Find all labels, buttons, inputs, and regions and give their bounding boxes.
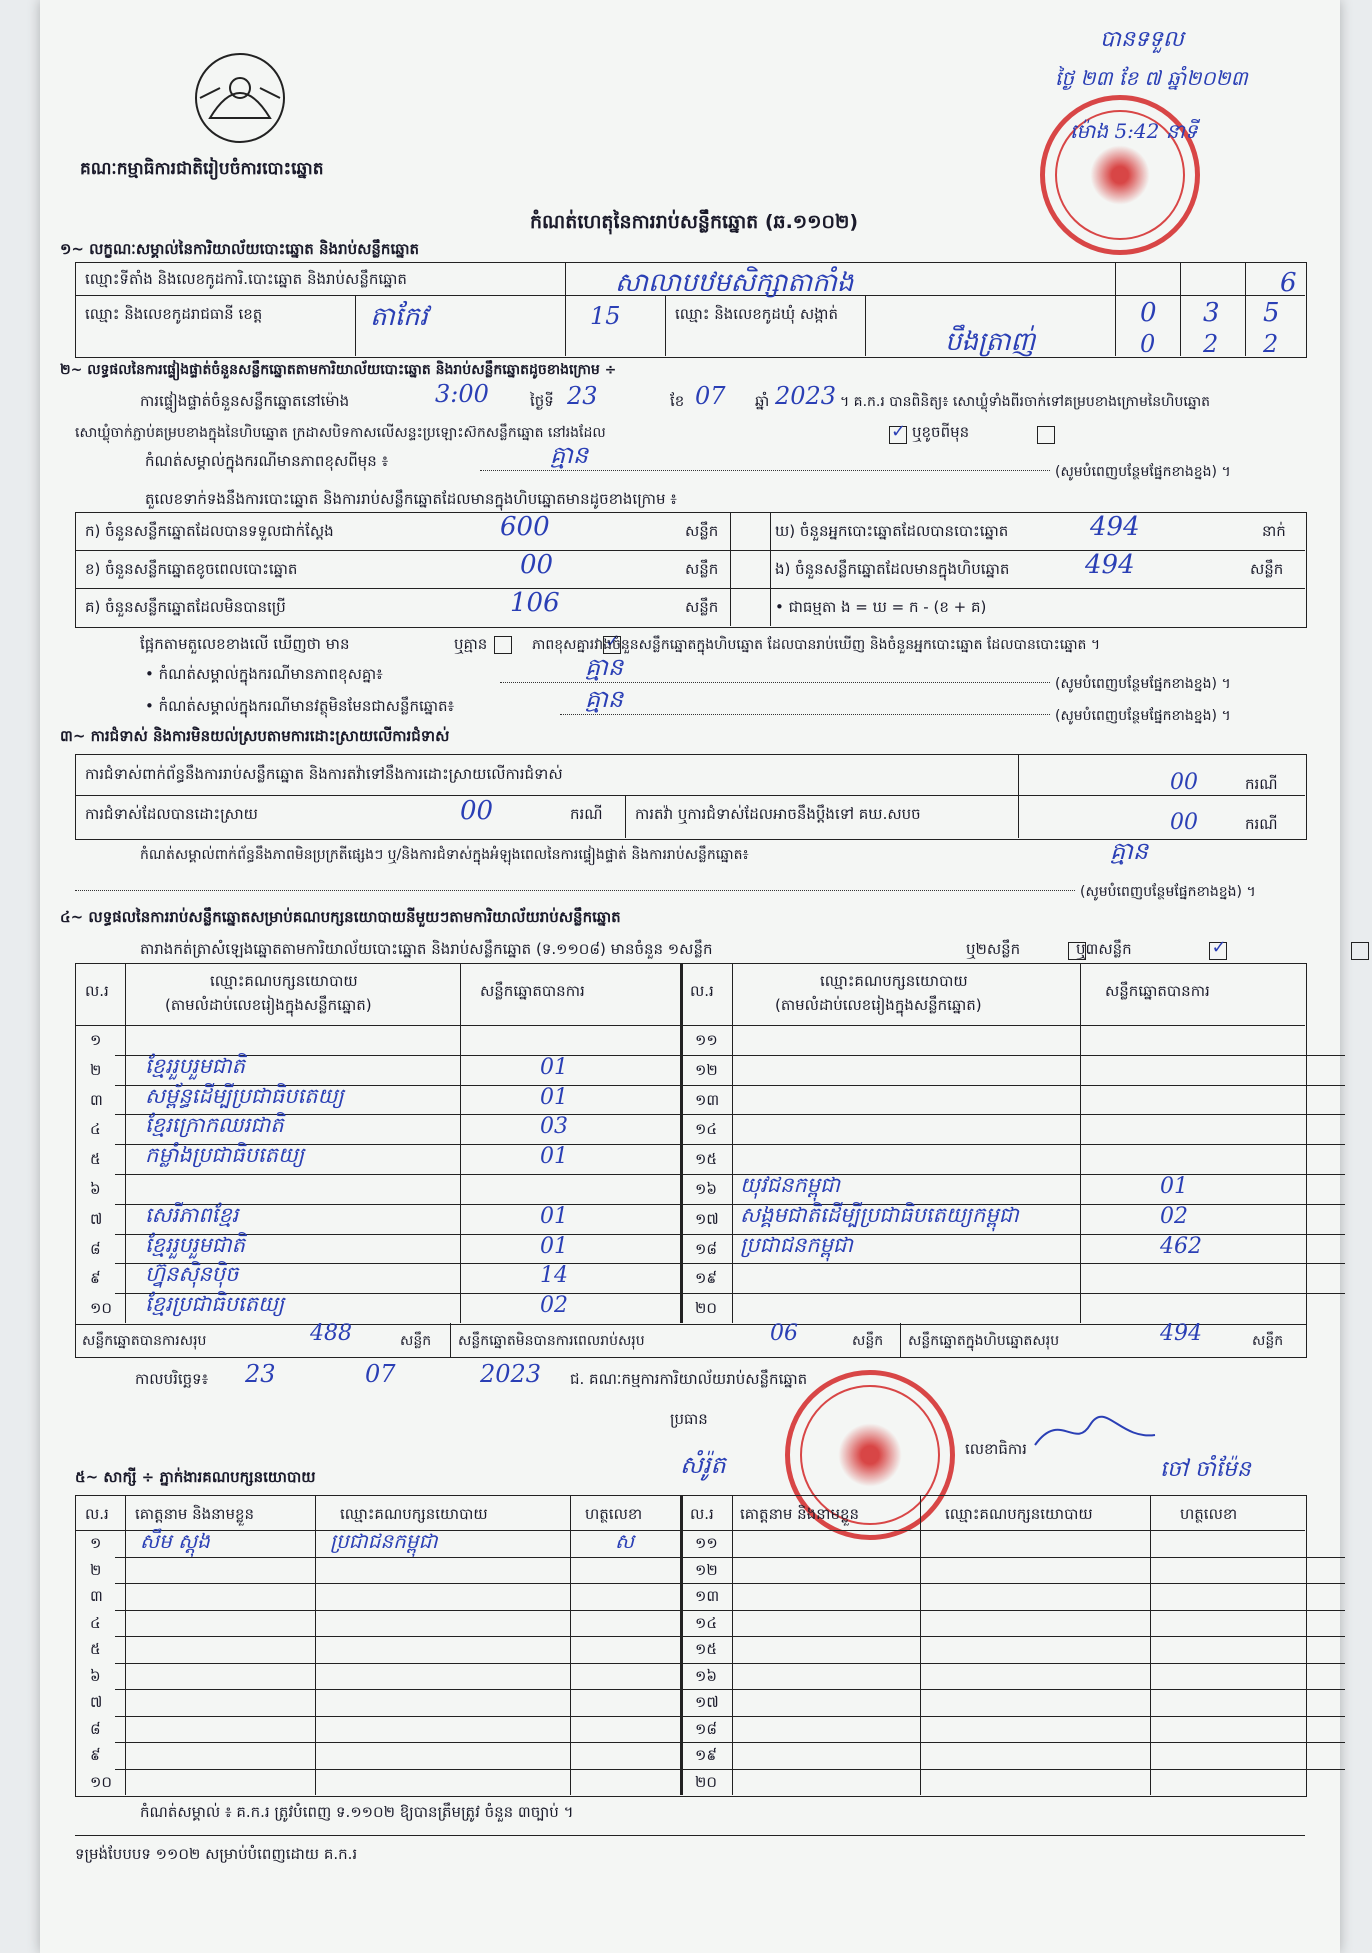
row-number: ១២ — [695, 1060, 718, 1079]
col-votes-header: សន្លឹកឆ្នោតបានការ — [480, 982, 585, 1000]
form-title: កំណត់ហេតុនៃការរាប់សន្លឹកឆ្នោត (ឆ.១១០២) — [530, 211, 859, 233]
section3-title: ៣~ ការជំទាស់ និងការមិនយល់ស្របតាមការដោះស្រាយលើការជំទាស់ — [60, 727, 450, 745]
row-divider — [115, 1663, 1345, 1664]
date-month: 07 — [365, 1360, 396, 1388]
row-number: ៦ — [90, 1180, 101, 1198]
section4-title: ៤~ លទ្ធផលនៃការរាប់សន្លឹកឆ្នោតសម្រាប់គណបក្សនយោបាយនីមួយៗតាមការិយាល័យរាប់សន្លឹកឆ្នោត — [60, 908, 621, 926]
received-ballots-label: ក) ចំនួនសន្លឹកឆ្នោតដែលបានទទួលជាក់ស្តែង — [85, 522, 334, 540]
row-divider — [115, 1636, 1345, 1637]
row-number: ១ — [90, 1031, 102, 1049]
party-name: ខ្មែរក្រោកឈរជាតិ — [145, 1113, 284, 1138]
totals-row — [75, 1323, 1307, 1358]
polling-station-value: សាលាបឋមសិក្សាតាកាំង — [615, 268, 854, 298]
seal-intact-checkbox[interactable] — [889, 426, 907, 444]
commune-code-1: 2 — [1203, 330, 1219, 358]
irregularity-note-label: កំណត់សម្គាល់ពាក់ព័ន្ធនឹងភាពមិនប្រក្រតីផ្សេងៗ ឬ/និងការជំទាស់ក្នុងអំឡុងពេលនៃការផ្ទៀងផ្ទាត់ និងការរាប់សន្លឹកឆ្នោត៖ — [140, 847, 749, 863]
commune-code-2: 2 — [1263, 330, 1279, 358]
section1-title: ១~ លក្ខណៈសម្គាល់នៃការិយាល័យបោះឆ្នោត និងរាប់សន្លឹកឆ្នោត — [60, 240, 420, 258]
row-number: ១៧ — [695, 1693, 719, 1711]
w-col-party-2: ឈ្មោះគណបក្សនយោបាយ — [945, 1505, 1093, 1523]
row-number: ២០ — [695, 1299, 717, 1318]
row-number: ៩ — [90, 1746, 101, 1764]
unit: ករណី — [1245, 775, 1278, 793]
col-votes-header-2: សន្លឹកឆ្នោតបានការ — [1105, 982, 1210, 1000]
party-votes: 02 — [1160, 1203, 1188, 1229]
seal-broken-label: ឬខូចពីមុន — [912, 423, 970, 441]
row-divider — [115, 1055, 1345, 1056]
two-sheet-label: ឬ២សន្លឹក — [966, 940, 1021, 958]
unit: នាក់ — [1262, 522, 1286, 540]
unused-ballots-value: 106 — [510, 588, 560, 618]
date-year: 2023 — [480, 1360, 542, 1388]
committee-label: ជ. គណៈកម្មការការិយាល័យរាប់សន្លឹកឆ្នោត — [570, 1370, 808, 1388]
party-votes: 14 — [540, 1263, 568, 1289]
w-col-name-2: គោត្តនាម និងនាមខ្លួន — [740, 1505, 860, 1523]
polling-code-3: 6 — [1280, 268, 1297, 298]
party-votes: 02 — [540, 1293, 568, 1319]
row-number: ៦ — [90, 1666, 101, 1685]
col-party-subheader: (តាមលំដាប់លេខរៀងក្នុងសន្លឹកឆ្នោត) — [165, 996, 372, 1014]
province-label: ឈ្មោះ និងលេខកូដរាជធានី ខេត្ត — [85, 305, 263, 323]
row-number: ១៤ — [695, 1120, 717, 1139]
difference-bullet-value: គ្មាន — [585, 653, 624, 681]
verify-month: 07 — [695, 382, 726, 410]
row-number: ២ — [90, 1060, 102, 1079]
row-number: ២ — [90, 1560, 102, 1579]
org-name: គណៈកម្មាធិការជាតិរៀបចំការបោះឆ្នោត — [80, 159, 324, 179]
date-label: កាលបរិច្ឆេទ៖ — [135, 1370, 209, 1388]
row-number: ៣ — [90, 1090, 103, 1109]
section2-title: ២~ លទ្ធផលនៃការផ្ទៀងផ្ទាត់ចំនួនសន្លឹកឆ្នោតតាមការិយាល័យបោះឆ្នោត និងរាប់សន្លឹកឆ្នោតដូចខាងក្រោម ÷ — [60, 362, 617, 378]
party-votes: 01 — [540, 1203, 568, 1229]
secretary-name: ចៅ ចាំម៉ែន — [1160, 1457, 1251, 1482]
row-divider — [115, 1557, 1345, 1558]
party-votes: 01 — [540, 1084, 568, 1110]
appeal-label: ការតវ៉ា ឬការជំទាស់ដែលអាចនឹងប្តឹងទៅ គឃ.សបច — [635, 805, 921, 823]
party-name: សេរីភាពខ្មែរ — [145, 1202, 239, 1227]
party-name: ខ្មែររួបរួមជាតិ — [145, 1232, 245, 1257]
row-number: ១៨ — [695, 1239, 717, 1258]
row-number: ១៩ — [695, 1746, 717, 1764]
difference-note-label: កំណត់សម្គាល់ក្នុងករណីមានភាពខុសពីមុន ៖ — [145, 452, 389, 470]
party-votes: 03 — [540, 1114, 568, 1140]
voters-count-label: ឃ) ចំនួនអ្នកបោះឆ្នោតដែលបានបោះឆ្នោត — [775, 522, 1009, 540]
party-name: សង្គមជាតិដើម្បីប្រជាធិបតេយ្យកម្ពុជា — [740, 1202, 1019, 1227]
year-label: ឆ្នាំ — [755, 392, 770, 410]
received-note-1: បានទទួល — [1100, 27, 1184, 52]
unit: សន្លឹក — [685, 522, 719, 540]
polling-code-2: 5 — [1263, 298, 1280, 328]
three-sheet-checkbox[interactable] — [1351, 942, 1369, 960]
row-number: ១៦ — [695, 1666, 717, 1685]
row-number: ១២ — [695, 1560, 718, 1579]
unit: ករណី — [1245, 815, 1278, 833]
party-name: ហ្វ៊ុនស៊ិនប៉ិច — [145, 1262, 239, 1287]
row-divider — [115, 1583, 1345, 1584]
witness-signature: ស — [615, 1529, 635, 1553]
valid-total-value: 488 — [310, 1321, 352, 1346]
party-name: យុវជនកម្ពុជា — [740, 1173, 840, 1197]
form-footer: ទម្រង់បែបបទ ១១០២ សម្រាប់បំពេញដោយ គ.ក.រ — [75, 1845, 358, 1863]
verify-time: 3:00 — [435, 380, 489, 408]
appeal-value: 00 — [1170, 810, 1198, 835]
unit: សន្លឹក — [685, 560, 719, 578]
row-number: ៥ — [90, 1640, 101, 1658]
party-votes: 462 — [1160, 1233, 1202, 1259]
difference-note-value: គ្មាន — [550, 441, 589, 469]
row-divider — [115, 1263, 1345, 1264]
box-total-label: សន្លឹកឆ្នោតក្នុងហិបឆ្នោតសរុប — [908, 1333, 1060, 1349]
row-divider — [115, 1114, 1345, 1115]
objections-value: 00 — [1170, 770, 1198, 795]
compare-line-tail: ភាពខុសគ្នារវាងចំនួនសន្លឹកឆ្នោតក្នុងហិបឆ្នោត ដែលបានរាប់ឃើញ និងចំនួនអ្នកបោះឆ្នោត ដែលបានបោះឆ្នោត ។ — [532, 637, 1101, 653]
verify-year: 2023 — [775, 382, 837, 410]
party-votes: 01 — [1160, 1174, 1188, 1199]
party-votes: 01 — [540, 1054, 568, 1080]
row-number: ១ — [90, 1534, 102, 1552]
invalid-total-value: 06 — [770, 1321, 798, 1346]
col-party-header: ឈ្មោះគណបក្សនយោបាយ — [210, 972, 358, 990]
valid-total-label: សន្លឹកឆ្នោតបានការសរុប — [82, 1333, 207, 1349]
w-col-no-2: ល.រ — [690, 1505, 714, 1523]
row-divider — [115, 1293, 1345, 1294]
spoiled-ballots-value: 00 — [520, 550, 554, 580]
col-party-header-2: ឈ្មោះគណបក្សនយោបាយ — [820, 972, 968, 990]
form-sheet — [40, 0, 1340, 1953]
row-number: ៤ — [90, 1120, 101, 1139]
compare-line: ផ្អែកតាមតួលេខខាងលើ ឃើញថា មាន — [140, 635, 350, 653]
w-col-sign: ហត្ថលេខា — [585, 1505, 643, 1523]
date-day: 23 — [245, 1360, 276, 1388]
row-number: ១៨ — [695, 1719, 717, 1738]
irregularity-note-value: គ្មាន — [1110, 837, 1149, 865]
witness-table — [75, 1495, 1307, 1797]
unit: ករណី — [570, 805, 603, 823]
three-sheet-label: ឬ៣សន្លឹក — [1076, 940, 1132, 958]
seal-broken-checkbox[interactable] — [1037, 426, 1055, 444]
row-number: ១៣ — [695, 1587, 720, 1605]
party-name: សម្ព័ន្ធដើម្បីប្រជាធិបតេយ្យ — [145, 1083, 344, 1108]
resolved-label: ការជំទាស់ដែលបានដោះស្រាយ — [85, 805, 258, 823]
row-number: ១១ — [695, 1031, 718, 1049]
row-number: ១០ — [90, 1772, 112, 1791]
row-number: ៤ — [90, 1613, 101, 1632]
w-col-no: ល.រ — [85, 1505, 109, 1523]
party-votes: 01 — [540, 1144, 568, 1170]
fill-hint-2: (សូមបំពេញបន្ថែមផ្នែកខាងខ្នង) ។ — [1055, 676, 1231, 692]
row-number: ៨ — [90, 1239, 101, 1258]
resolved-value: 00 — [460, 796, 494, 826]
w-col-party: ឈ្មោះគណបក្សនយោបាយ — [340, 1505, 488, 1523]
unit: សន្លឹក — [852, 1333, 884, 1349]
day-label: ថ្ងៃទី — [530, 392, 554, 410]
invalid-total-label: សន្លឹកឆ្នោតមិនបានការពេលរាប់សរុប — [458, 1333, 645, 1349]
commune-label: ឈ្មោះ និងលេខកូដឃុំ សង្កាត់ — [675, 305, 838, 323]
unit: សន្លឹក — [1250, 560, 1284, 578]
witness-name: សឹម ស្តុង — [140, 1529, 210, 1553]
unit: សន្លឹក — [1252, 1333, 1284, 1349]
w-col-sign-2: ហត្ថលេខា — [1180, 1505, 1238, 1523]
verify-line2: សោឃ្លុំចាក់ភ្ជាប់គម្របខាងក្នុងនៃហិបឆ្នោត ក្រដាសបិទកាសលើសន្ទះប្រឡោះស៊កសន្លឹកឆ្នោត នៅរងដែល — [75, 425, 606, 441]
col-party-subheader-2: (តាមលំដាប់លេខរៀងក្នុងសន្លឹកឆ្នោត) — [775, 996, 982, 1014]
row-number: ២០ — [695, 1772, 717, 1791]
party-name: ខ្មែរប្រជាធិបតេយ្យ — [145, 1292, 285, 1317]
foreign-object-bullet: • កំណត់សម្គាល់ក្នុងករណីមានវត្ថុមិនមែនជាសន្លឹកឆ្នោត៖ — [145, 697, 455, 715]
row-number: ១០ — [90, 1299, 112, 1318]
chair-name: សំរ៉ូត — [680, 1451, 726, 1479]
row-number: ១៤ — [695, 1613, 717, 1632]
secretary-label: លេខាធិការ — [965, 1440, 1027, 1458]
commune-code-0: 0 — [1140, 330, 1156, 358]
tally-intro: តារាងកត់ត្រាសំឡេងឆ្នោតតាមការិយាល័យបោះឆ្នោត និងរាប់សន្លឹកឆ្នោត (ទ.១១០៨) មានចំនួន ១សន្លឹក — [140, 940, 713, 958]
unit: សន្លឹក — [685, 598, 719, 616]
col-no-header: ល.រ — [85, 982, 109, 1000]
party-votes: 01 — [540, 1233, 568, 1259]
row-number: ៩ — [90, 1269, 101, 1288]
row-number: ១៩ — [695, 1269, 717, 1288]
spoiled-ballots-label: ខ) ចំនួនសន្លឹកឆ្នោតខូចពេលបោះឆ្នោត — [85, 560, 298, 578]
row-divider — [115, 1769, 1345, 1770]
polling-code-1: 3 — [1203, 298, 1220, 328]
row-number: ៧ — [90, 1693, 103, 1711]
col-no-header-2: ល.រ — [690, 982, 714, 1000]
row-divider — [115, 1689, 1345, 1690]
row-number: ១៥ — [695, 1640, 717, 1658]
unit: សន្លឹក — [400, 1333, 432, 1349]
row-number: ១៥ — [695, 1150, 717, 1169]
difference-bullet: • កំណត់សម្គាល់ក្នុងករណីមានភាពខុសគ្នា៖ — [145, 665, 383, 683]
ballots-in-box-value: 494 — [1085, 550, 1135, 580]
received-ballots-value: 600 — [500, 512, 550, 542]
w-col-name: គោត្តនាម និងនាមខ្លួន — [135, 1505, 255, 1523]
two-sheet-checkbox[interactable] — [1209, 942, 1227, 960]
fill-hint-4: (សូមបំពេញបន្ថែមផ្នែកខាងខ្នង) ។ — [1080, 884, 1256, 900]
polling-code-0: 0 — [1140, 298, 1157, 328]
province-code: 15 — [590, 302, 621, 330]
row-divider — [115, 1610, 1345, 1611]
row-divider — [115, 1742, 1345, 1743]
section5-title: ៥~ សាក្សី ÷ ភ្នាក់ងារគណបក្សនយោបាយ — [75, 1468, 316, 1486]
party-name: ប្រជាជនកម្ពុជា — [740, 1232, 853, 1257]
row-number: ១៧ — [695, 1209, 719, 1228]
row-number: ១១ — [695, 1534, 718, 1552]
voters-count-value: 494 — [1090, 512, 1140, 542]
footnote: កំណត់សម្គាល់ ៖ គ.ក.រ ត្រូវបំពេញ ទ.១១០២ ឱ្យបានត្រឹមត្រូវ ចំនួន ៣ច្បាប់ ។ — [140, 1803, 574, 1821]
verify-day: 23 — [567, 382, 598, 410]
row-divider — [115, 1716, 1345, 1717]
party-name: ខ្មែររួបរួមជាតិ — [145, 1053, 245, 1078]
has-difference-checkbox[interactable] — [494, 636, 512, 654]
row-number: ៧ — [90, 1209, 103, 1228]
row-number: ៥ — [90, 1150, 101, 1169]
fill-hint-3: (សូមបំពេញបន្ថែមផ្នែកខាងខ្នង) ។ — [1055, 708, 1231, 724]
ballots-in-box-label: ង) ចំនួនសន្លឹកឆ្នោតដែលមានក្នុងហិបឆ្នោត — [775, 560, 1010, 578]
row-number: ៨ — [90, 1719, 101, 1738]
fill-hint-1: (សូមបំពេញបន្ថែមផ្នែកខាងខ្នង) ។ — [1055, 464, 1231, 480]
foreign-object-bullet-value: គ្មាន — [585, 685, 624, 713]
row-number: ៣ — [90, 1587, 103, 1605]
verify-line-tail: ។ គ.ក.រ បានពិនិត្យ៖ សោឃ្លុំទាំងពីរចាក់ទៅគម្របខាងក្រោមនៃហិបឆ្នោត — [840, 394, 1211, 410]
witness-party: ប្រជាជនកម្ពុជា — [330, 1529, 438, 1553]
party-name: កម្លាំងប្រជាធិបតេយ្យ — [145, 1143, 305, 1168]
polling-station-label: ឈ្មោះទីតាំង និងលេខកូដការិ.បោះឆ្នោត និងរាប់សន្លឹកឆ្នោត — [85, 270, 407, 288]
received-note-2: ថ្ងៃ ២៣ ខែ ៧ ឆ្នាំ២០២៣ — [1055, 66, 1248, 90]
row-number: ១៦ — [695, 1180, 717, 1198]
emblem-logo — [190, 48, 300, 148]
month-label: ខែ — [670, 392, 685, 410]
row-number: ១៣ — [695, 1090, 720, 1109]
chair-label: ប្រធាន — [670, 1410, 708, 1428]
figures-intro: តួលេខទាក់ទងនឹងការបោះឆ្នោត និងការរាប់សន្លឹកឆ្នោតដែលមានក្នុងហិបឆ្នោតមានដូចខាងក្រោម ៖ — [145, 490, 677, 508]
unused-ballots-label: គ) ចំនួនសន្លឹកឆ្នោតដែលមិនបានប្រើ — [85, 598, 286, 616]
province-value: តាកែវ — [370, 302, 428, 332]
verify-line-label: ការផ្ទៀងផ្ទាត់ចំនួនសន្លឹកឆ្នោតនៅម៉ោង — [140, 392, 350, 410]
formula-note: • ជាធម្មតា ង = ឃ = ក - (ខ + គ) — [775, 598, 987, 616]
box-total-value: 494 — [1160, 1321, 1202, 1346]
objections-label: ការជំទាស់ពាក់ព័ន្ធនឹងការរាប់សន្លឹកឆ្នោត និងការតវ៉ាទៅនឹងការដោះស្រាយលើការជំទាស់ — [85, 765, 563, 783]
no-difference-label: ឬគ្មាន — [454, 635, 488, 653]
received-note-3: ម៉ោង 5:42 នាទី — [1070, 119, 1198, 143]
commune-value: បឹងត្រាញ់ — [945, 327, 1036, 357]
secretary-signature — [1030, 1405, 1160, 1455]
